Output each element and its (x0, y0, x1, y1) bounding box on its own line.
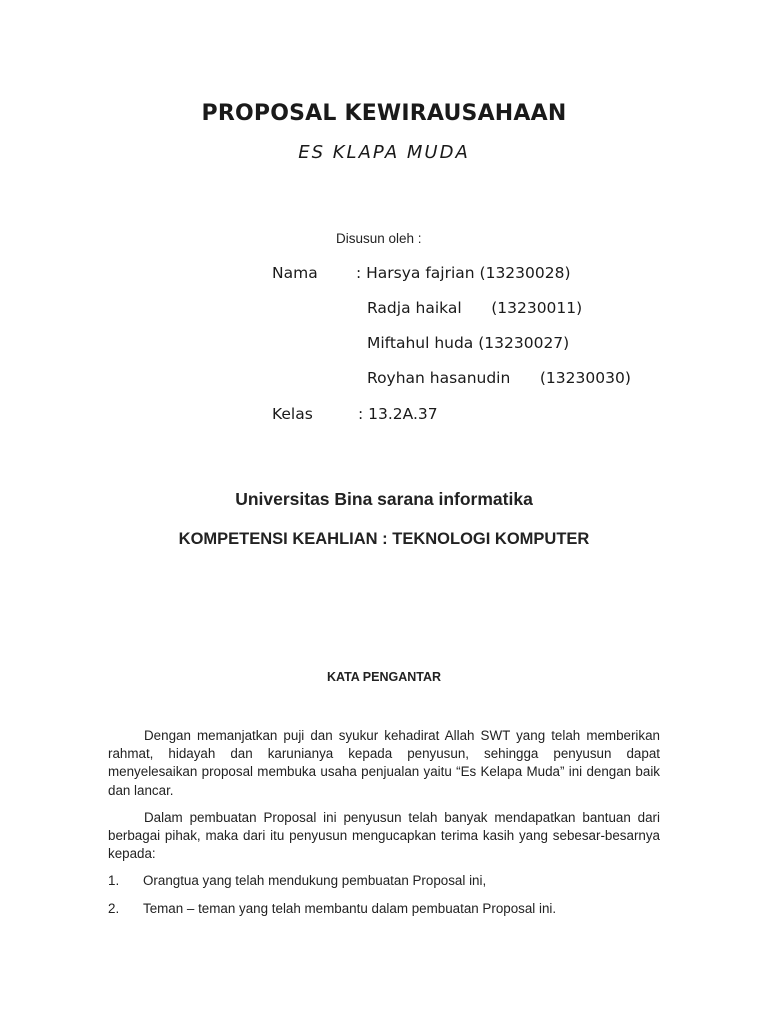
list-text: Orangtua yang telah mendukung pembuatan Proposal ini, (143, 873, 487, 888)
member-name: Royhan hasanudin (13230030) (367, 369, 631, 387)
member-name: Radja haikal (13230011) (367, 299, 583, 317)
nama-label: Nama (272, 264, 318, 282)
paragraph: Dengan memanjatkan puji dan syukur kehadirat Allah SWT yang telah memberikan rahmat, hidayah dan karunianya kepada penyusun, sehingga penyusun dapat menyelesaikan proposal membuka usaha penjualan yaitu “Es Kelapa Muda” ini dengan baik dan lancar. (108, 728, 660, 798)
university-name: Universitas Bina sarana informatika (235, 489, 533, 509)
document-subtitle: ES KLAPA MUDA (298, 142, 470, 163)
kelas-value: : 13.2A.37 (358, 405, 438, 423)
kelas-label: Kelas (272, 405, 313, 423)
paragraph: Dalam pembuatan Proposal ini penyusun telah banyak mendapatkan bantuan dari berbagai pihak, maka dari itu penyusun mengucapkan terima kasih yang sebesar-besarnya kepada: (108, 810, 660, 862)
member-name: Miftahul huda (13230027) (367, 334, 570, 352)
competency-line: KOMPETENSI KEAHLIAN : TEKNOLOGI KOMPUTER (178, 530, 590, 548)
list-text: Teman – teman yang telah membantu dalam pembuatan Proposal ini. (143, 901, 557, 916)
authored-by-label: Disusun oleh : (336, 231, 422, 246)
list-number: 1. (108, 873, 120, 888)
list-number: 2. (108, 901, 120, 916)
member-name: : Harsya fajrian (13230028) (356, 264, 571, 282)
section-heading: KATA PENGANTAR (326, 670, 442, 684)
document-title: PROPOSAL KEWIRAUSAHAAN (201, 101, 567, 126)
